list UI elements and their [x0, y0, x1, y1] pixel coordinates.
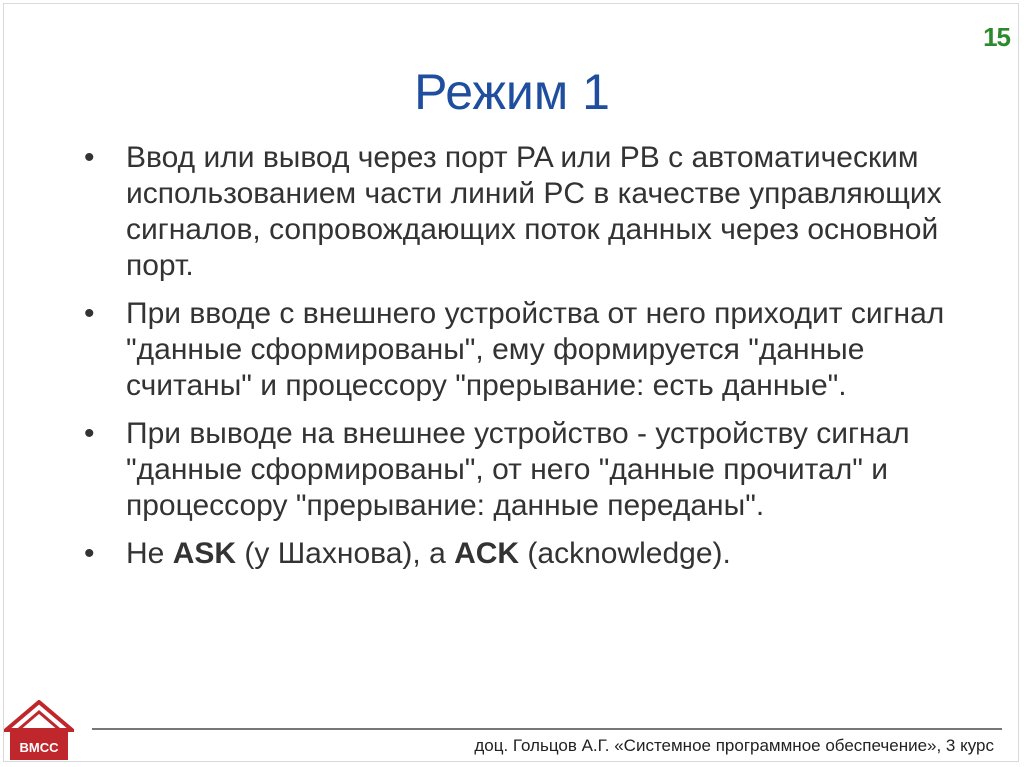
- bullet-item: [84, 416, 964, 524]
- bullet-text-part: (у Шахнова), а: [236, 537, 455, 570]
- bullet-text: При вводе с внешнего устройства от него приходит сигнал "данные сформированы", ему формируется "данные считаны" и процессору "прерывание: есть данные".: [126, 297, 945, 402]
- bullet-text-bold: ASK: [172, 537, 237, 570]
- bullet-item: [84, 296, 964, 404]
- vmss-logo: [4, 700, 74, 764]
- bullet-marker: •: [84, 417, 95, 450]
- slide-title: Режим 1: [414, 64, 610, 120]
- bullet-marker: •: [84, 537, 95, 570]
- bullet-text: При выводе на внешнее устройство - устройству сигнал "данные сформированы", от него "данные прочитал" и процессору "прерывание: данные переданы".: [126, 417, 910, 522]
- footer-divider: [92, 728, 1002, 730]
- bullet-text-part: (acknowledge).: [519, 537, 731, 570]
- page-number: 15: [983, 22, 1010, 52]
- bullet-text-part: Не: [126, 537, 173, 570]
- logo-roof-icon: [6, 702, 72, 730]
- bullet-text-bold: ACK: [454, 537, 520, 570]
- bullet-text: Ввод или вывод через порт PA или PB с автоматическим использованием части линий PC в качестве управляющих сигналов, сопровождающих поток данных через основной порт.: [126, 141, 942, 282]
- bullet-marker: •: [84, 297, 95, 330]
- bullet-list: [84, 140, 964, 584]
- footer-text: доц. Гольцов А.Г. «Системное программное обеспечение», 3 курс: [474, 736, 994, 755]
- logo-text: ВМСС: [19, 740, 59, 755]
- bullet-item: [84, 536, 964, 572]
- bullet-item: [84, 140, 964, 284]
- bullet-marker: •: [84, 141, 95, 174]
